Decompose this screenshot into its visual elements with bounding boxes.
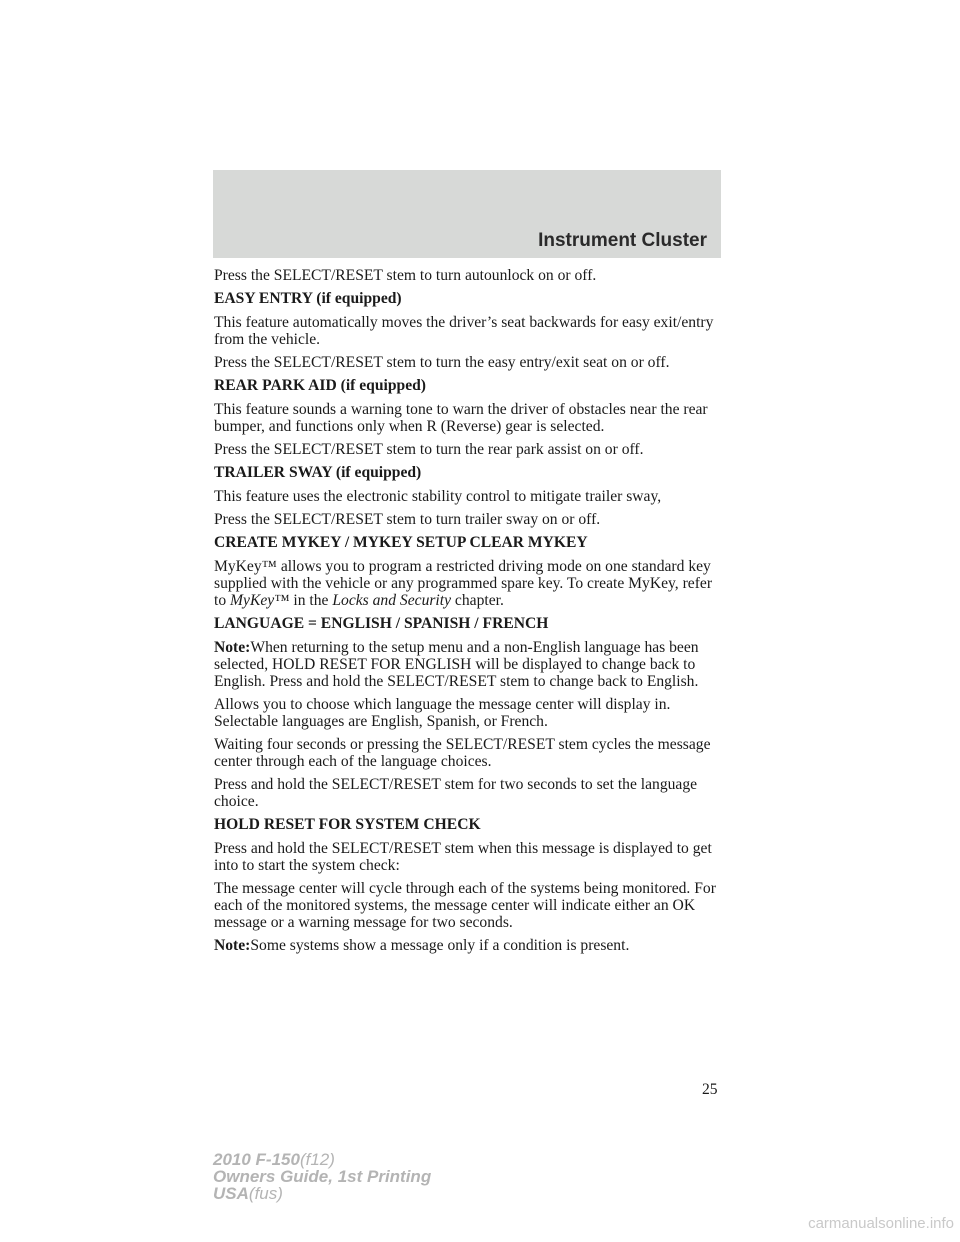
- paragraph-mykey: [214, 558, 724, 609]
- paragraph: This feature automatically moves the driver’s seat backwards for easy exit/entry from the vehicle.: [214, 314, 714, 348]
- paragraph: Press the SELECT/RESET stem to turn the rear park assist on or off.: [214, 441, 644, 458]
- heading-easy-entry: EASY ENTRY (if equipped): [214, 290, 402, 307]
- paragraph: Press the SELECT/RESET stem to turn trailer sway on or off.: [214, 511, 601, 528]
- footer-line-market: [213, 1185, 431, 1202]
- paragraph: Waiting four seconds or pressing the SELECT/RESET stem cycles the message center through each of the language choices.: [214, 736, 711, 770]
- page-content: [214, 267, 724, 960]
- heading-language: LANGUAGE = ENGLISH / SPANISH / FRENCH: [214, 615, 549, 632]
- paragraph: Press the SELECT/RESET stem to turn the easy entry/exit seat on or off.: [214, 354, 670, 371]
- paragraph: Press and hold the SELECT/RESET stem when this message is displayed to get into to start the system check:: [214, 840, 712, 874]
- note: [214, 639, 724, 690]
- footer-guide: Owners Guide, 1st Printing: [213, 1167, 432, 1186]
- note-label: Note:: [214, 937, 251, 954]
- page-number: 25: [702, 1081, 718, 1098]
- section-title: Instrument Cluster: [538, 230, 707, 251]
- note-label: Note:: [214, 639, 251, 656]
- footer: [213, 1151, 431, 1202]
- footer-market-code: (fus): [248, 1184, 283, 1203]
- footer-market: USA: [213, 1184, 249, 1203]
- paragraph: This feature sounds a warning tone to warn the driver of obstacles near the rear bumper, and functions only when R (Reverse) gear is selected.: [214, 401, 708, 435]
- heading-system-check: HOLD RESET FOR SYSTEM CHECK: [214, 816, 481, 833]
- cross-reference-chapter: Locks and Security: [332, 592, 452, 609]
- heading-rear-park-aid: REAR PARK AID (if equipped): [214, 377, 426, 394]
- paragraph: Press and hold the SELECT/RESET stem for two seconds to set the language choice.: [214, 776, 698, 810]
- cross-reference-mykey: MyKey™: [230, 592, 290, 609]
- note-text: Some systems show a message only if a condition is present.: [250, 937, 630, 954]
- footer-model-code: (f12): [299, 1150, 335, 1169]
- text: MyKey™ allows you to program a restricted driving mode on one standard key supplied with the vehicle or any programmed spare key. To create MyKey, refer to: [214, 558, 713, 609]
- note: [214, 937, 724, 954]
- heading-mykey: CREATE MYKEY / MYKEY SETUP CLEAR MYKEY: [214, 534, 588, 551]
- footer-line-model: [213, 1151, 431, 1168]
- paragraph: This feature uses the electronic stability control to mitigate trailer sway,: [214, 488, 662, 505]
- note-text: When returning to the setup menu and a non-English language has been selected, HOLD RESET FOR ENGLISH will be displayed to change back to English. Press and hold the SELECT/RESET stem to change back to English.: [214, 639, 699, 690]
- footer-model: 2010 F-150: [213, 1150, 300, 1169]
- watermark: carmanualsonline.info: [808, 1215, 954, 1232]
- paragraph: Allows you to choose which language the message center will display in. Selectable languages are English, Spanish, or French.: [214, 696, 671, 730]
- text: chapter.: [451, 592, 504, 609]
- text: in the: [289, 592, 333, 609]
- section-header-band: [213, 170, 721, 258]
- heading-trailer-sway: TRAILER SWAY (if equipped): [214, 464, 422, 481]
- paragraph: The message center will cycle through each of the systems being monitored. For each of the monitored systems, the message center will indicate either an OK message or a warning message for two seconds.: [214, 880, 716, 931]
- paragraph: Press the SELECT/RESET stem to turn autounlock on or off.: [214, 267, 597, 284]
